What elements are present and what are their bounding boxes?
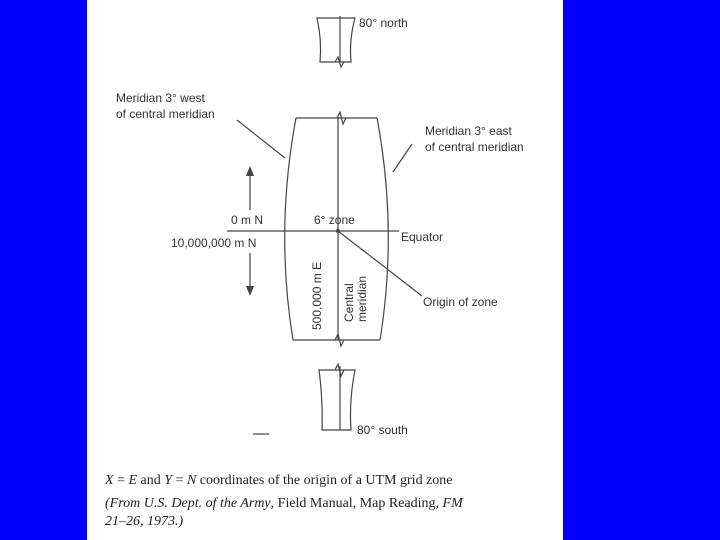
- caption-source: (From U.S. Dept. of the Army: [105, 496, 271, 511]
- meridian-west-label-line1: Meridian 3° west: [116, 91, 205, 105]
- caption-n: N: [186, 473, 197, 488]
- zone-outline: [285, 112, 389, 346]
- ten-million-north-label: 10,000,000 m N: [171, 236, 257, 250]
- north-arrow: [246, 166, 254, 210]
- caption-eq2: =: [172, 473, 187, 488]
- central-label-line2: meridian: [355, 275, 369, 322]
- utm-zone-diagram: [87, 0, 563, 470]
- caption-eq: =: [113, 473, 129, 488]
- caption-line-2: [105, 496, 463, 512]
- caption-e: E: [128, 473, 138, 488]
- easting-label: 500,000 m E: [310, 261, 324, 330]
- equator-label: Equator: [401, 230, 444, 244]
- south-arrow: [246, 253, 254, 296]
- south-label: 80° south: [357, 423, 408, 437]
- caption-x: X: [105, 473, 114, 488]
- meridian-east-label-line2: of central meridian: [425, 140, 524, 154]
- caption-line-1: [105, 473, 453, 489]
- meridian-east-label-line1: Meridian 3° east: [425, 124, 512, 138]
- zone-width-label: 6° zone: [314, 213, 355, 227]
- meridian-west-label-line2: of central meridian: [116, 107, 215, 121]
- caption-fm: FM: [442, 496, 463, 511]
- north-zone-fragment: [317, 16, 355, 67]
- south-zone-fragment: [319, 364, 355, 430]
- caption-line-3: [105, 514, 183, 530]
- central-label-line1: Central: [342, 283, 356, 322]
- north-label: 80° north: [359, 16, 408, 30]
- caption-y: Y: [164, 473, 173, 488]
- caption-and: and: [137, 473, 165, 488]
- caption-rest: coordinates of the origin of a UTM grid zone: [196, 473, 453, 488]
- caption-manual: , Field Manual, Map Reading,: [270, 496, 443, 511]
- zero-north-label: 0 m N: [231, 213, 264, 227]
- caption-year: 21–26, 1973.): [105, 514, 184, 529]
- origin-label: Origin of zone: [423, 295, 498, 309]
- figure-page: [87, 0, 563, 540]
